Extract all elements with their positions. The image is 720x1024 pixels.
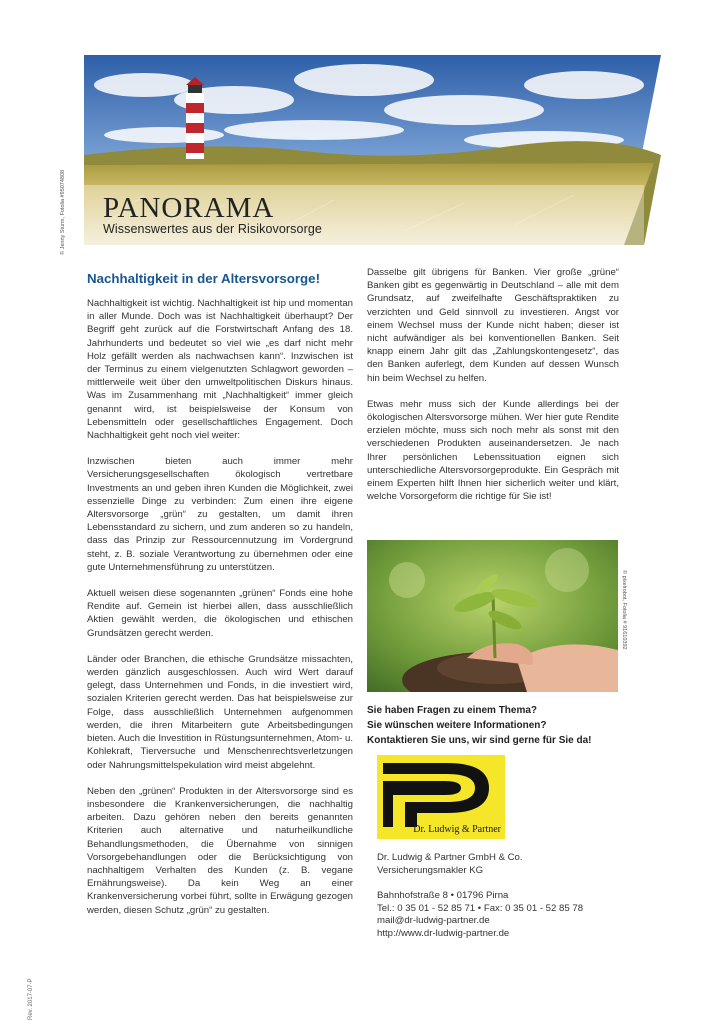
company-logo bbox=[377, 755, 505, 839]
company-address bbox=[377, 852, 583, 940]
paragraph: Aktuell weisen diese sogenannten „grünen“ Fonds eine hohe Rendite auf. Gemein ist hierbei allen, dass ausschließlich Aktien gewählt werden, die ökologischen und ethischen Grundsätzen gerecht werden. bbox=[87, 588, 353, 639]
contact-question: Sie haben Fragen zu einem Thema? bbox=[367, 705, 538, 716]
panorama-subtitle: Wissenswertes aus der Risikovorsorge bbox=[103, 222, 322, 236]
paragraph: Etwas mehr muss sich der Kunde allerdings bei der ökologischen Altersvorsorge mühen. Wer hier gute Rendite erzielen möchte, muss sich noch mehr als sonst mit den verschiedenen Produkten auseinandersetzen. Je nach Ihrer persönlichen Lebenssituation eignen sich unterschiedliche Altersvorsorgeprodukte. Ein Gespräch mit einem Experten hilft Ihnen hier sicherlich weiter und klärt, welche Vorsorgeform die richtige für Sie ist! bbox=[367, 398, 619, 503]
logo-text: Dr. Ludwig & Partner bbox=[413, 824, 501, 835]
article-headline: Nachhaltigkeit in der Altersvorsorge! bbox=[87, 271, 321, 286]
paragraph: Dasselbe gilt übrigens für Banken. Vier große „grüne“ Banken gibt es gegenwärtig in Deutschland – alle mit dem Grundsatz, auf zweifelhafte Geschäftspraktiken zu verzichten und Geld sinnvoll zu investieren. Angst vor einem Wechsel muss der Kunde nicht haben; dieser ist nicht aufwändiger als bei konventionellen Banken. Seit knapp einem Jahr gilt das „Zahlungskontengesetz“, das den Banken auferlegt, dem Kunden auf dessen Wunsch hin beim Wechsel zu helfen. bbox=[367, 267, 619, 384]
panorama-title: PANORAMA bbox=[103, 192, 275, 224]
phone-fax: Tel.: 0 35 01 - 52 85 71 • Fax: 0 35 01 - 52 85 78 bbox=[377, 902, 584, 914]
company-name: Dr. Ludwig & Partner GmbH & Co. bbox=[377, 852, 523, 863]
paragraph: Inzwischen bieten auch immer mehr Versicherungsgesellschaften ökologisch vertretbare Investments an und geben ihren Kunden die Möglichkeit, zwei essenzielle Dinge zu verbinden: Zum einen ihre eigene Altersvorsorge „grün“ zu gestalten, um damit ihren Lebensstandard zu sichern, und zum anderen so zu handeln, dass das Prinzip zur Ressourcennutzung im Vordergrund steht, z. B. soziale Verantwortung zu übernehmen oder eine gute Unternehmensführung zu unterstützen. bbox=[87, 456, 353, 573]
revision-label: Rev. 2017-07-P bbox=[28, 978, 34, 1020]
banner-photo-credit: © Jenny Sturm, Fotolia #95074808 bbox=[60, 169, 66, 255]
website-link[interactable]: http://www.dr-ludwig-partner.de bbox=[377, 927, 510, 939]
contact-questions bbox=[367, 703, 592, 748]
plant-photo bbox=[367, 540, 618, 692]
email-link[interactable]: mail@dr-ludwig-partner.de bbox=[377, 915, 490, 926]
paragraph: Neben den „grünen“ Produkten in der Altersvorsorge sind es insbesondere die Krankenversicherungen, die nachhaltig arbeiten. Dazu gehören neben den bereits genannten Kriterien auch alternative und naturheilkundliche Behandlungsmethoden, die Übernahme von sinnigen Vorsorgebehandlungen oder die Berücksichtigung von nachhaltigem Verhalten des Kunden (z. B. vegane Ernährungsweise). Da kein Weg an einer Krankenversicherung vorbei führt, sollte in Erwägung gezogen werden, diesen Schutz „grün“ zu gestalten. bbox=[87, 785, 353, 916]
left-column bbox=[87, 270, 353, 930]
paragraph: Länder oder Branchen, die ethische Grundsätze missachten, werden gänzlich ausgeschlossen. Auch wird Wert darauf gelegt, dass Unternehmen und Fonds, in die investiert wird, sozialen Kriterien gerecht werden. Das hat beispielsweise zur Folge, dass ausschließlich Unternehmen aufgenommen werden, die ihren Mitarbeitern gute Arbeitsbedingungen bieten. Auch die Investition in Rüstungsunternehmen, Atom- u. Kohlekraft, Tierversuche und Menschenrechtsverletzungen oder Nahrungsmittelspekulation wird meist abgelehnt. bbox=[87, 653, 353, 771]
contact-question: Sie wünschen weitere Informationen? bbox=[367, 720, 547, 731]
right-column bbox=[367, 266, 619, 516]
street-address: Bahnhofstraße 8 • 01796 Pirna bbox=[377, 890, 509, 901]
plant-photo-credit: © pixelrobot, Fotolia # 91610392 bbox=[621, 570, 627, 650]
company-type: Versicherungsmakler KG bbox=[377, 864, 484, 876]
paragraph: Nachhaltigkeit ist wichtig. Nachhaltigkeit ist hip und momentan in aller Munde. Doch was ist Nachhaltigkeit überhaupt? Der Begriff geht zurück auf die Forstwirtschaft Anfang des 18. Jahrhunderts und bedeutet so viel wie „es darf nicht mehr Holz gefällt werden als nachwachsen kann“. Inzwischen ist der Terminus zu einem vielgenutzten Schlagwort geworden – mittlerweile weit über den umweltpolitischen Diskurs hinaus. Was im Zusammenhang mit „Nachhaltigkeit“ immer gleich genannt wird, ist beispielsweise der Konsum von Lebensmitteln oder gesellschaftliches Engagement. Doch Nachhaltigkeit geht noch viel weiter: bbox=[87, 298, 353, 442]
contact-question: Kontaktieren Sie uns, wir sind gerne für Sie da! bbox=[367, 735, 592, 746]
